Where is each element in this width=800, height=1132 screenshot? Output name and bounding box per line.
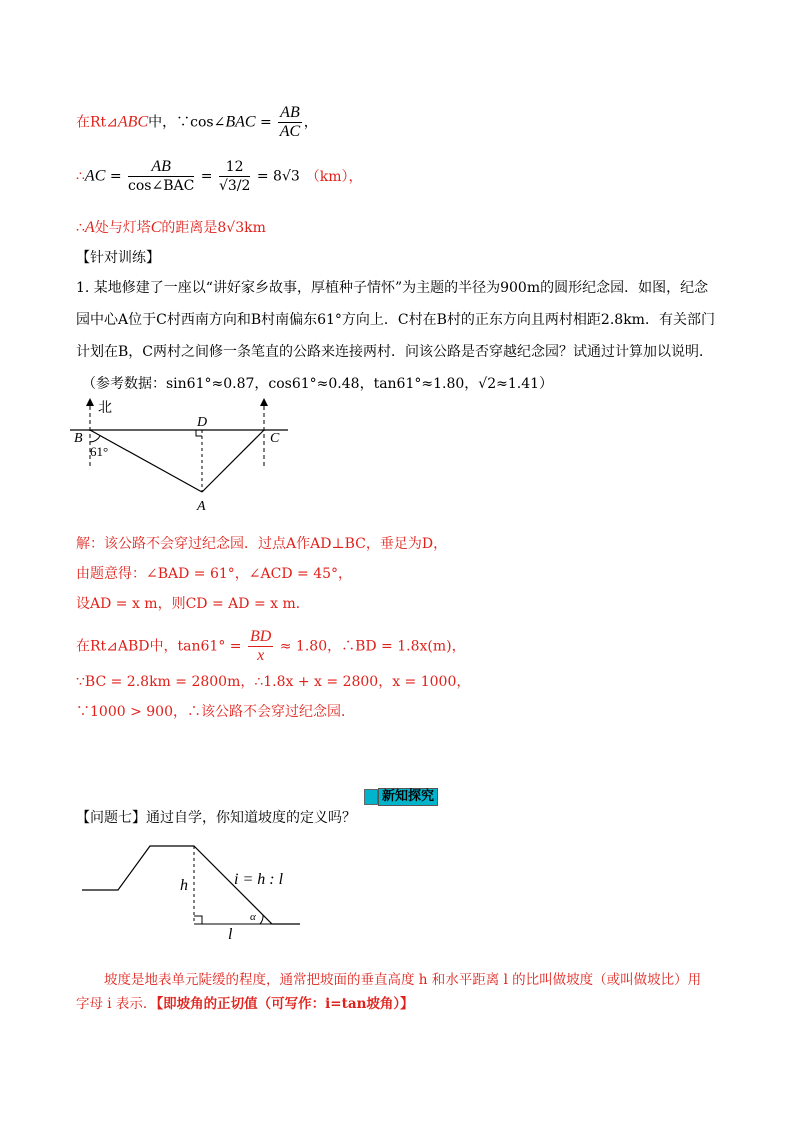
fraction-12-root3 — [219, 158, 250, 195]
math-var: C — [150, 219, 162, 236]
solution-line-5: ∵BC = 2.8km = 2800m，∴1.8x + x = 2800，x = 1000， — [76, 674, 471, 690]
solution-prev-line-3 — [76, 218, 266, 238]
north-label: 北 — [98, 401, 112, 416]
text-fragment: = 8√3 — [252, 168, 300, 185]
point-b-label: B — [74, 431, 83, 446]
text-fragment: ， — [303, 114, 318, 131]
text-fragment: 在Rt⊿ABD中，tan61° = — [76, 638, 246, 655]
l-label: l — [228, 926, 233, 940]
solution-line-6: ∵1000 > 900，∴该公路不会穿过纪念园． — [76, 704, 355, 720]
angle-label: 61° — [90, 444, 109, 459]
ba-line — [90, 430, 202, 492]
text-fragment: = — [105, 168, 127, 185]
text-fragment: 处与灯塔 — [94, 220, 151, 236]
fraction-denominator: cos∠BAC — [128, 178, 195, 194]
definition-line-2 — [76, 992, 726, 1016]
fraction-numerator: BD — [249, 628, 272, 645]
alpha-label: α — [250, 911, 256, 923]
math-var: A — [84, 219, 95, 236]
therefore-symbol: ∴ — [76, 220, 85, 236]
point-c-label: C — [270, 431, 280, 446]
solution-line-1: 解：该公路不会穿过纪念园．过点A作AD⊥BC，垂足为D， — [76, 536, 448, 552]
definition-line-1: 坡度是地表单元陡缓的程度，通常把坡面的垂直高度 h 和水平距离 l 的比叫做坡度（或叫做坡比）用 — [104, 972, 702, 988]
definition-line-2-text: 字母 i 表示． — [76, 996, 157, 1012]
slope-formula: i = h : l — [234, 871, 284, 888]
reference-data: （参考数据：sin61°≈0.87，cos61°≈0.48，tan61°≈1.80，√2≈1.41） — [82, 376, 554, 392]
fraction-denominator: AC — [279, 123, 301, 140]
solution-line-3: 设AD = x m，则CD = AD = x m． — [76, 596, 310, 612]
text-fragment: 的距离是8√3km — [161, 220, 266, 236]
text-fragment: 中，∵cos∠ — [148, 114, 226, 131]
math-var: BAC — [225, 113, 256, 131]
training-heading: 【针对训练】 — [76, 250, 160, 266]
section-tag — [364, 788, 438, 806]
therefore-symbol: ∴ — [76, 168, 85, 185]
point-d-label: D — [197, 415, 208, 430]
tag-square — [364, 789, 378, 805]
fraction-ab-ac — [278, 104, 302, 141]
slope-definition — [76, 968, 726, 1016]
solution-prev-line-1 — [76, 104, 318, 141]
solution-line-2: 由题意得：∠BAD = 61°，∠ACD = 45°， — [76, 566, 353, 582]
h-label: h — [180, 877, 188, 894]
right-angle-mark — [196, 430, 202, 436]
problem-line-2: 园中心A位于C村西南方向和B村南偏东61°方向上．C村在B村的正东方向且两村相距2.8km．有关部门 — [76, 312, 715, 328]
solution-line-4 — [76, 628, 466, 665]
problem-line-3: 计划在B，C两村之间修一条笔直的公路来连接两村．问该公路是否穿越纪念园？试通过计算加以说明． — [76, 344, 713, 360]
definition-note: 【即坡角的正切值（可写作：i=tan坡角）】 — [156, 996, 414, 1012]
unit-text: （km）， — [305, 168, 363, 185]
math-var: ABC — [117, 113, 149, 131]
figure-slope — [82, 840, 322, 940]
alpha-arc — [260, 915, 263, 924]
text-fragment: = — [196, 168, 217, 185]
question-seven: 【问题七】通过自学，你知道坡度的定义吗？ — [76, 810, 356, 826]
math-var: AC — [84, 167, 106, 185]
angle-arc — [90, 436, 100, 442]
fraction-denominator: √3/2 — [218, 178, 251, 194]
text-fragment: 在Rt⊿ — [76, 114, 118, 131]
fraction-numerator: 12 — [219, 158, 250, 177]
fraction-numerator: AB — [280, 104, 300, 121]
fraction-numerator: AB — [128, 158, 194, 177]
text-fragment: ≈ 1.80，∴BD = 1.8x(m)， — [275, 638, 466, 655]
ca-line — [202, 430, 264, 492]
fraction-ab-cos — [128, 158, 194, 195]
solution-prev-line-2 — [76, 158, 363, 195]
fraction-bd-x — [248, 628, 273, 665]
right-angle-mark — [194, 916, 202, 924]
text-fragment: = — [255, 114, 277, 131]
section-tag-label: 新知探究 — [378, 788, 438, 806]
problem-line-1: 1. 某地修建了一座以“讲好家乡故事，厚植种子情怀”为主题的半径为900m的圆形纪念园．如图，纪念 — [76, 280, 709, 296]
figure-village-map — [70, 396, 310, 516]
fraction-denominator: x — [257, 647, 265, 664]
point-a-label: A — [197, 499, 206, 514]
